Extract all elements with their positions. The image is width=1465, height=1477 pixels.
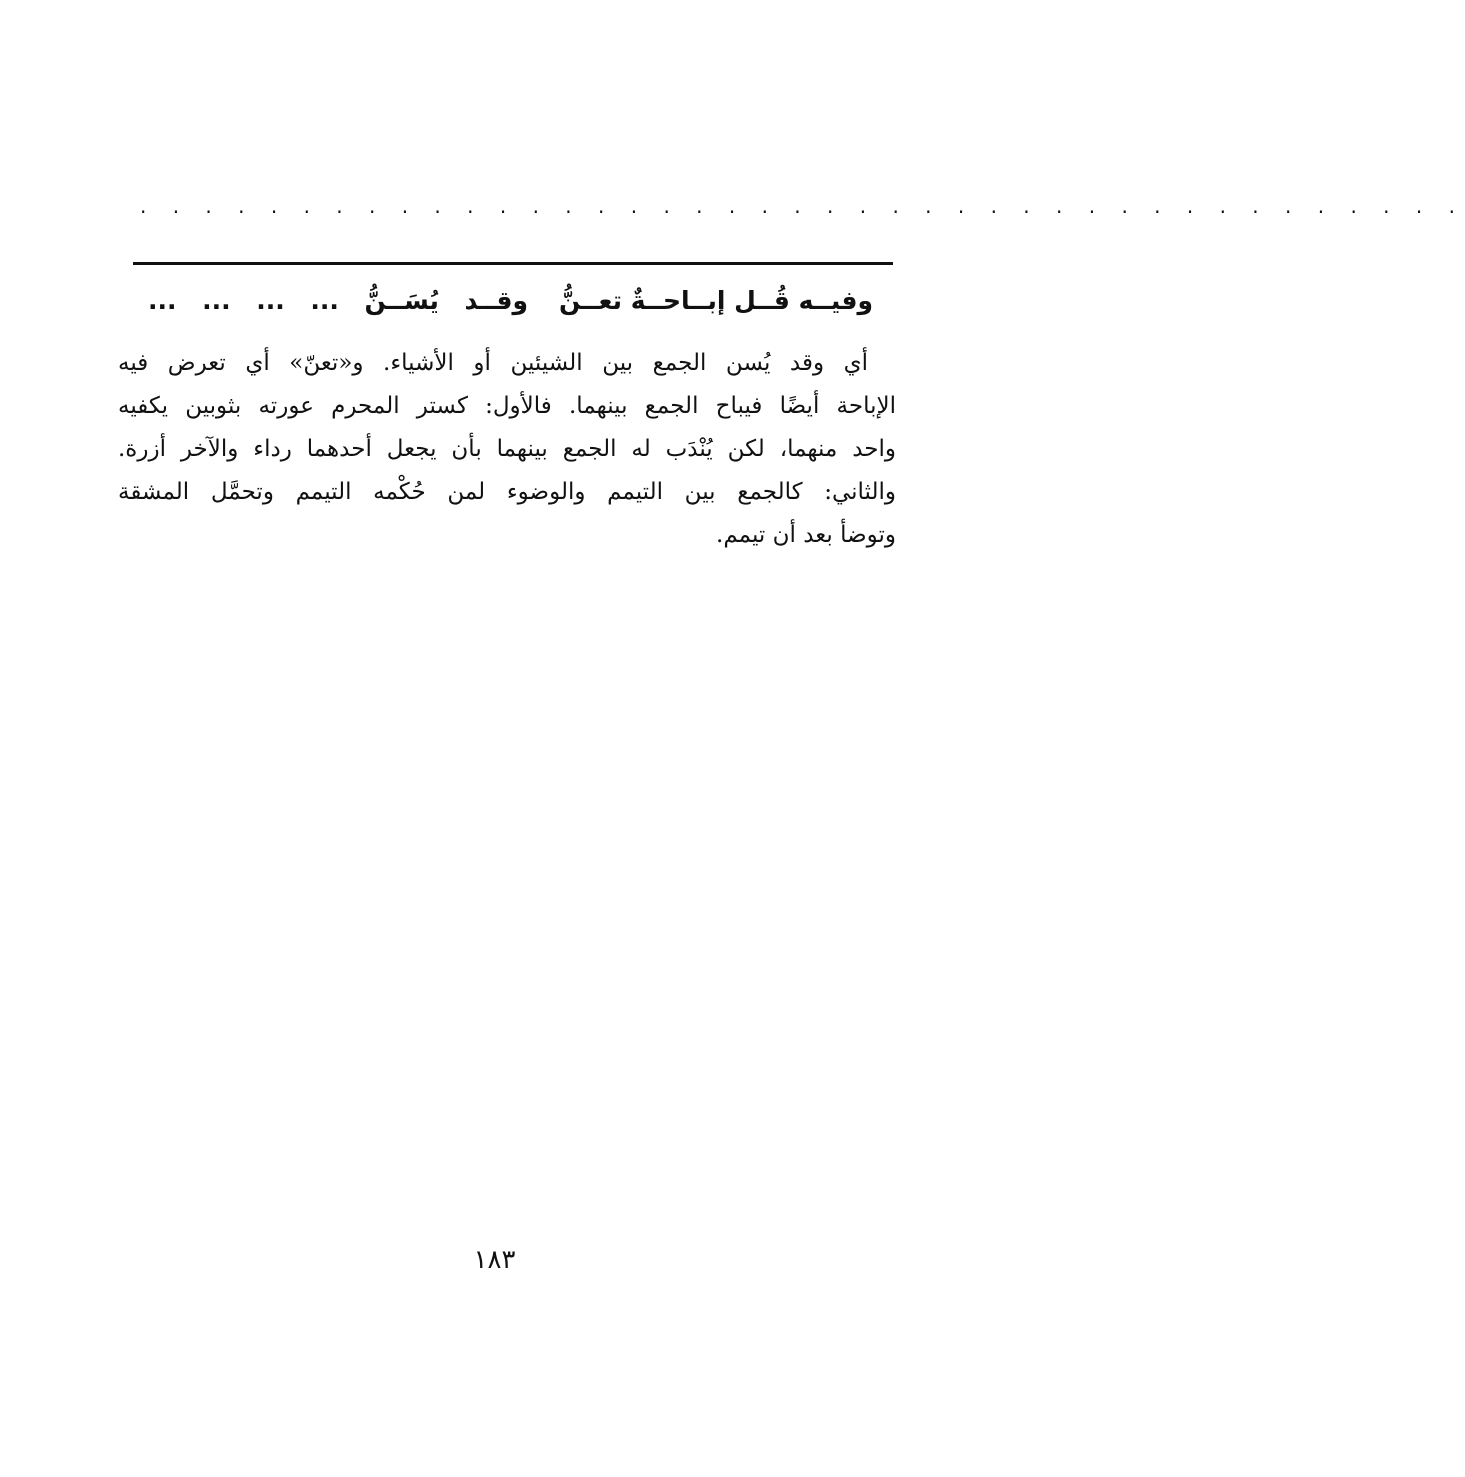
commentary-line: واحد منهما، لكن يُنْدَب له الجمع بينهما بأن يجعل أحدهما رداء والآخر أزرة. (118, 436, 896, 462)
commentary-line: الإباحة أيضًا فيباح الجمع بينهما. فالأول: كستر المحرم عورته بثوبين يكفيه (118, 393, 896, 419)
page-number: ١٨٣ (473, 1245, 516, 1275)
commentary-line: وتوضأ بعد أن تيمم. (716, 522, 896, 548)
ellipsis-row: . . . . . . . . . . . . . . . . . . . . . . . . . . . . . . . . . . . . . . . . . (140, 194, 1465, 218)
commentary-line: أي وقد يُسن الجمع بين الشيئين أو الأشياء. و«تعنّ» أي تعرض فيه (118, 350, 868, 376)
verse-line (133, 276, 893, 326)
separator-rule (133, 262, 893, 265)
verse-first-hemistich: وقــد يُسَــنُّ ... ... ... ... (148, 286, 528, 315)
commentary-line: والثاني: كالجمع بين التيمم والوضوء لمن حُكْمه التيمم وتحمَّل المشقة (118, 479, 896, 505)
verse-second-hemistich: وفيــه قُــل إبــاحــةٌ تعــنُّ (558, 286, 873, 315)
commentary-paragraph (118, 342, 896, 557)
